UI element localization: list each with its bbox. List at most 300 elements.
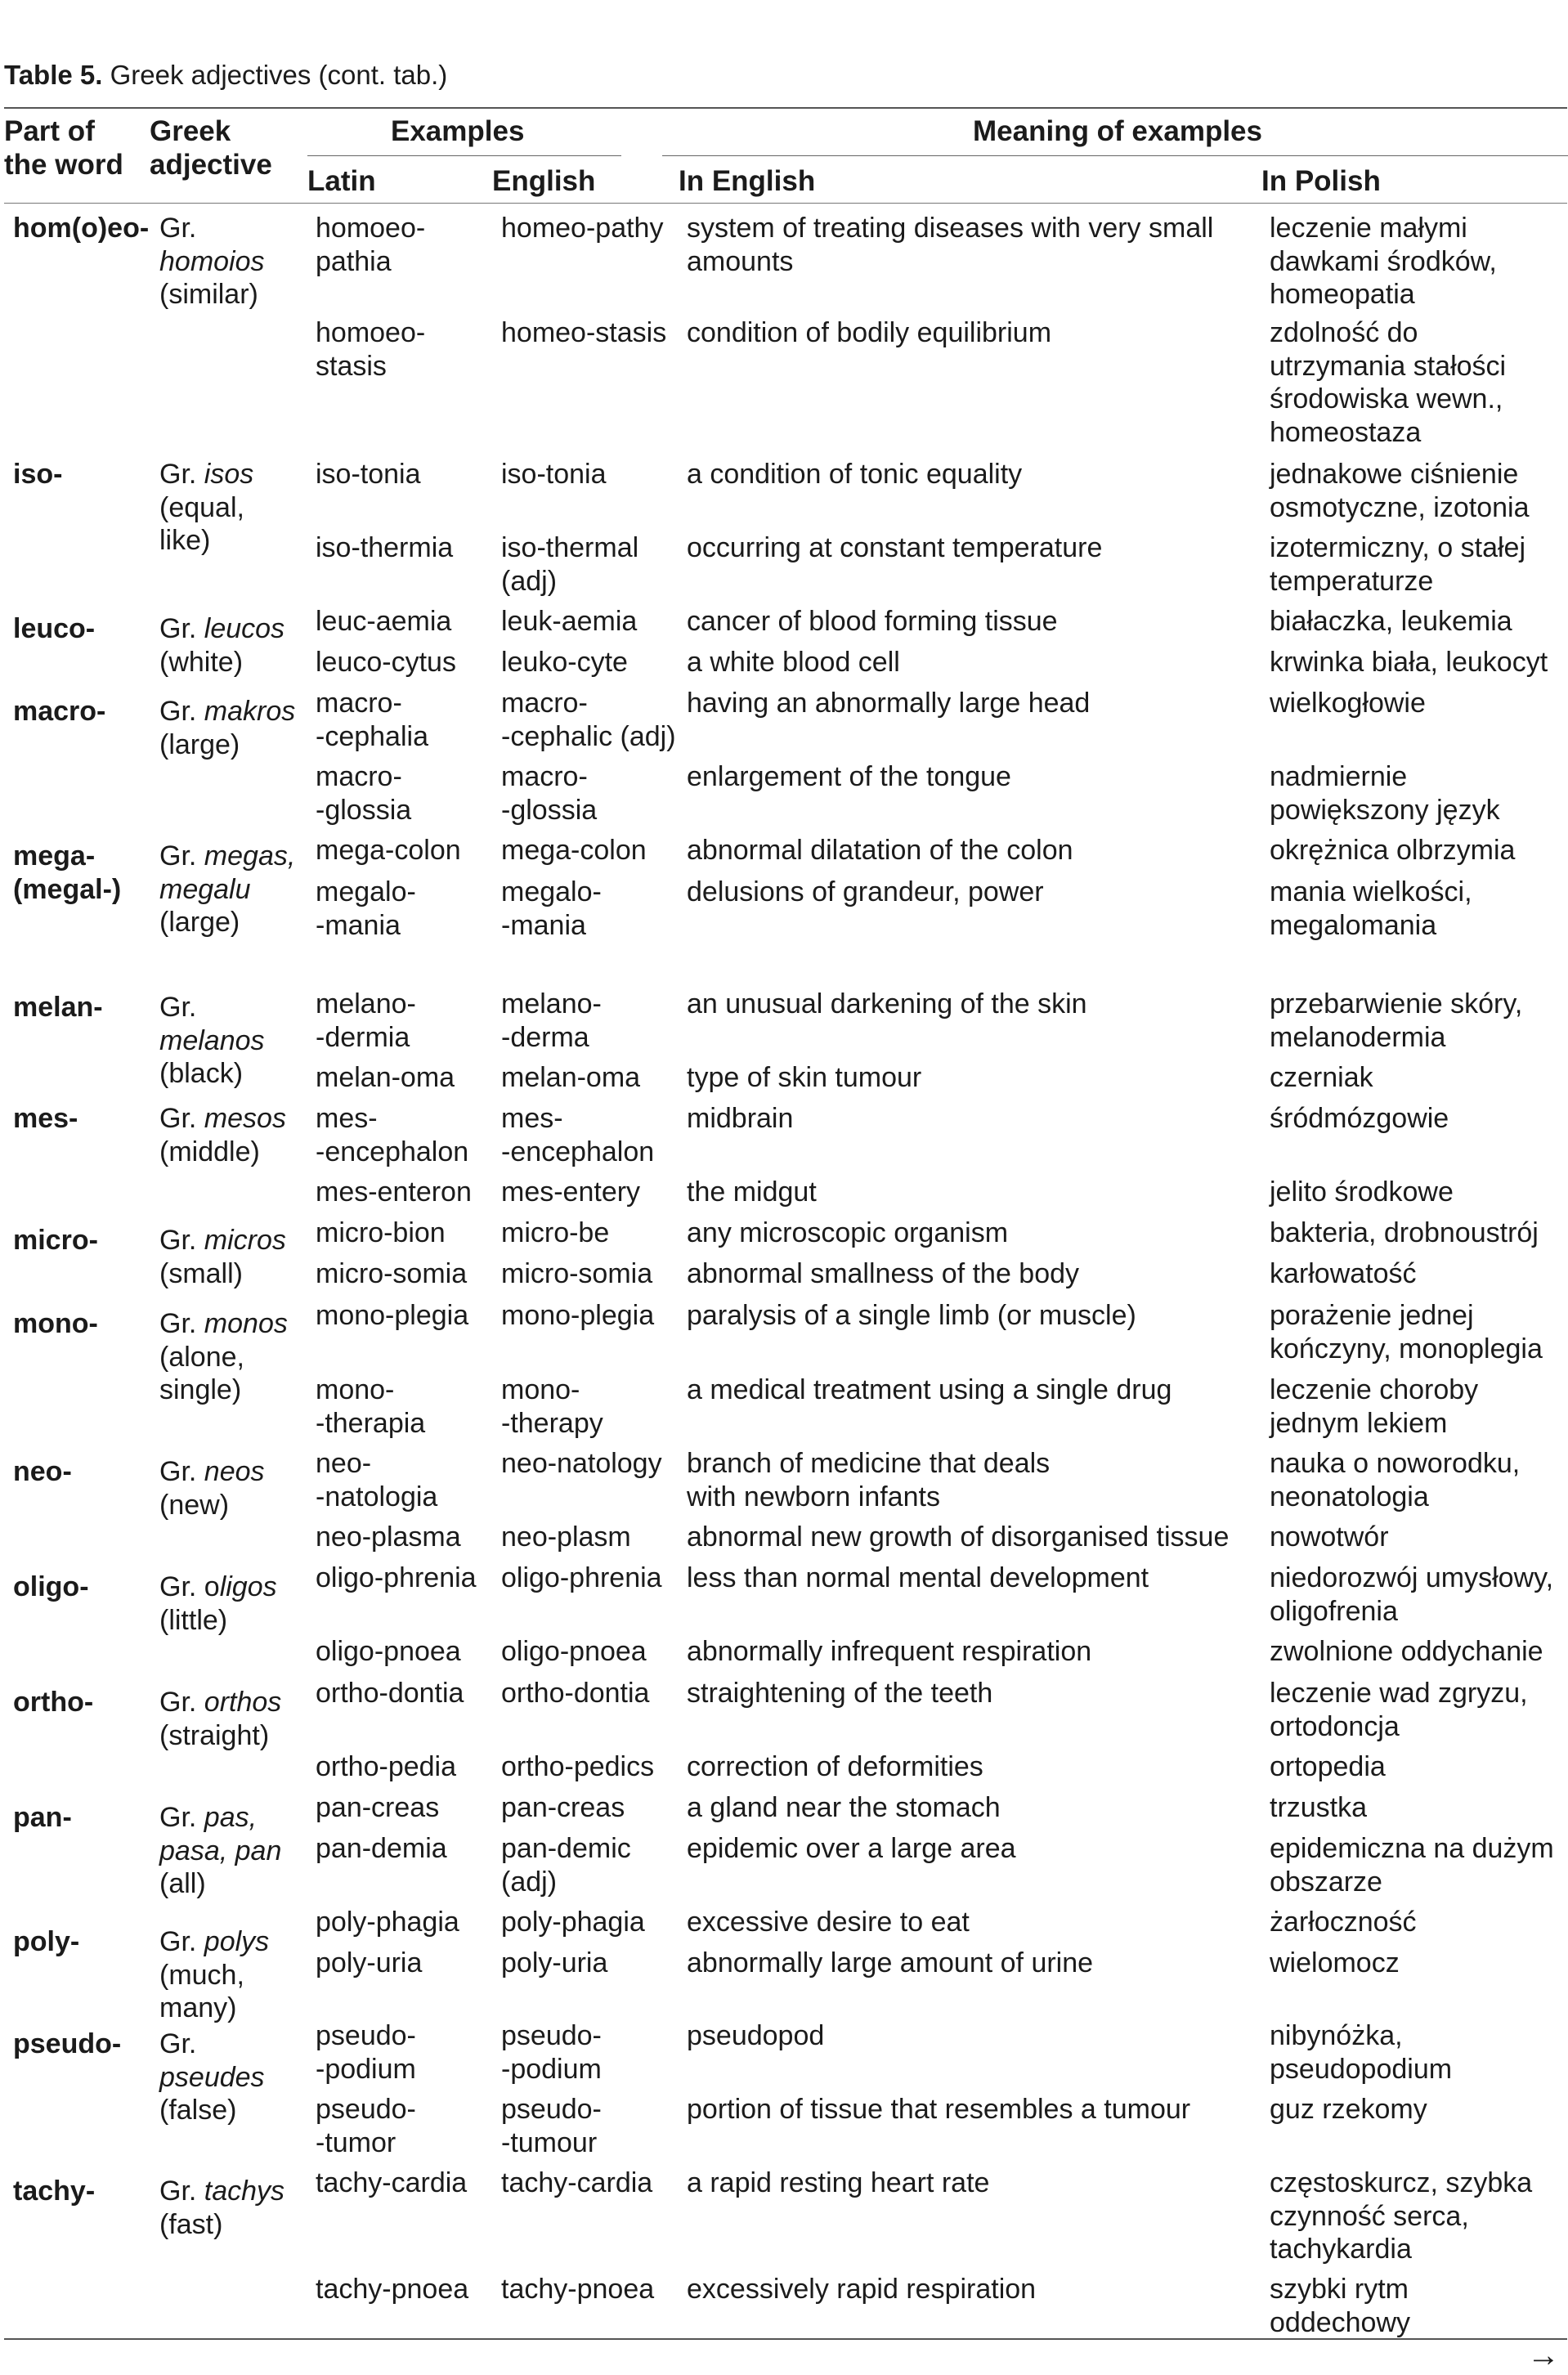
- part-of-word: (megal-): [13, 873, 122, 905]
- greek-word: pasa, pan: [159, 1835, 282, 1866]
- example-latin: poly-uria: [316, 1947, 423, 1978]
- example-english: (adj): [501, 565, 558, 597]
- part-of-word: ortho-: [13, 1687, 94, 1718]
- meaning-in-polish: osmotyczne, izotonia: [1270, 491, 1530, 523]
- example-latin: leuc-aemia: [316, 606, 452, 637]
- meaning-in-polish: środowiska wewn.,: [1270, 383, 1503, 415]
- greek-prefix-text: (alone,: [159, 1341, 244, 1373]
- meaning-in-polish: nauka o noworodku,: [1270, 1448, 1521, 1479]
- greek-adjective: [159, 1024, 265, 1057]
- meaning-in-polish: wielkogłowie: [1270, 688, 1426, 719]
- meaning-in-polish: okrężnica olbrzymia: [1270, 835, 1516, 866]
- meaning-in-english: less than normal mental development: [687, 1562, 1149, 1593]
- greek-prefix-text: (equal,: [159, 491, 244, 523]
- greek-prefix-text: Gr.: [159, 1103, 204, 1134]
- greek-prefix-text: Gr.: [159, 696, 204, 727]
- greek-adjective: [159, 212, 196, 244]
- example-latin: mes-: [316, 1103, 378, 1134]
- example-english: mono-plegia: [501, 1300, 655, 1331]
- part-of-word: mono-: [13, 1308, 98, 1339]
- example-english: mono-: [501, 1374, 580, 1405]
- greek-adjective: [159, 695, 295, 728]
- greek-prefix-text: Gr.: [159, 459, 204, 490]
- greek-word: ligos: [219, 1571, 277, 1602]
- example-english: neo-natology: [501, 1448, 662, 1479]
- greek-prefix-text: (fast): [159, 2208, 223, 2240]
- greek-prefix-text: (similar): [159, 279, 258, 310]
- table-bottom-rule: [4, 2338, 1567, 2340]
- example-latin: -podium: [316, 2053, 416, 2085]
- meaning-in-polish: nadmiernie: [1270, 761, 1408, 792]
- example-english: pseudo-: [501, 2094, 602, 2125]
- example-latin: pan-creas: [316, 1792, 440, 1823]
- example-latin: macro-: [316, 688, 402, 719]
- meaning-in-english: cancer of blood forming tissue: [687, 606, 1058, 637]
- greek-adjective: [159, 906, 240, 939]
- greek-adjective: [159, 1489, 229, 1521]
- greek-prefix-text: (much,: [159, 1959, 244, 1991]
- greek-adjective: [159, 873, 251, 906]
- greek-word: melanos: [159, 1024, 265, 1056]
- greek-adjective: [159, 524, 210, 557]
- greek-prefix-text: Gr.: [159, 1687, 204, 1718]
- greek-word: polys: [204, 1926, 270, 1957]
- example-english: iso-thermal: [501, 532, 639, 563]
- example-latin: oligo-phrenia: [316, 1562, 477, 1593]
- meaning-in-english: abnormally infrequent respiration: [687, 1636, 1092, 1667]
- meaning-in-english: a medical treatment using a single drug: [687, 1374, 1172, 1405]
- greek-adjective: [159, 1959, 244, 1992]
- greek-prefix-text: Gr.: [159, 613, 204, 644]
- header-part-line1: Part of: [4, 115, 95, 147]
- meaning-in-polish: jednym lekiem: [1270, 1407, 1448, 1439]
- example-english: -mania: [501, 909, 586, 941]
- example-latin: -dermia: [316, 1021, 410, 1053]
- meaning-in-polish: czynność serca,: [1270, 2200, 1469, 2232]
- greek-adjective: [159, 1604, 227, 1637]
- meaning-in-english: paralysis of a single limb (or muscle): [687, 1300, 1136, 1331]
- meaning-in-polish: oligofrenia: [1270, 1595, 1398, 1627]
- table-top-rule: [4, 107, 1567, 109]
- greek-word: orthos: [204, 1687, 282, 1718]
- meaning-in-polish: leczenie choroby: [1270, 1374, 1479, 1405]
- meaning-in-polish: ortodoncja: [1270, 1710, 1400, 1742]
- meaning-in-polish: homeopatia: [1270, 279, 1415, 310]
- meaning-in-polish: neonatologia: [1270, 1481, 1429, 1512]
- example-latin: ortho-dontia: [316, 1678, 464, 1709]
- greek-prefix-text: (small): [159, 1257, 243, 1289]
- greek-prefix-text: Gr.: [159, 840, 204, 872]
- example-latin: micro-somia: [316, 1258, 468, 1289]
- meaning-in-polish: żarłoczność: [1270, 1907, 1417, 1938]
- greek-prefix-text: (large): [159, 907, 240, 938]
- example-english: mega-colon: [501, 835, 647, 866]
- greek-adjective: [159, 1341, 244, 1373]
- part-of-word: neo-: [13, 1456, 72, 1487]
- greek-adjective: [159, 1057, 243, 1090]
- example-english: tachy-pnoea: [501, 2274, 655, 2305]
- greek-word: makros: [204, 696, 296, 727]
- meaning-in-english: any microscopic organism: [687, 1217, 1009, 1248]
- meaning-subrule: [662, 155, 1568, 156]
- meaning-in-polish: czerniak: [1270, 1062, 1373, 1093]
- greek-adjective: [159, 1455, 265, 1488]
- meaning-in-polish: karłowatość: [1270, 1258, 1417, 1289]
- meaning-in-polish: utrzymania stałości: [1270, 350, 1507, 382]
- meaning-in-english: branch of medicine that deals: [687, 1448, 1051, 1479]
- meaning-in-english: straightening of the teeth: [687, 1678, 993, 1709]
- greek-word: isos: [204, 459, 254, 490]
- meaning-in-english: the midgut: [687, 1176, 817, 1208]
- meaning-in-english: abnormally large amount of urine: [687, 1947, 1094, 1978]
- example-latin: tachy-pnoea: [316, 2274, 469, 2305]
- greek-prefix-text: Gr.: [159, 1926, 204, 1957]
- example-english: neo-plasm: [501, 1521, 631, 1553]
- meaning-in-polish: częstoskurcz, szybka: [1270, 2167, 1533, 2198]
- part-of-word: mes-: [13, 1103, 78, 1134]
- example-english: melan-oma: [501, 1062, 641, 1093]
- header-examples: Examples: [391, 115, 525, 147]
- meaning-in-polish: bakteria, drobnoustrój: [1270, 1217, 1539, 1248]
- greek-prefix-text: like): [159, 525, 211, 556]
- meaning-in-english: pseudopod: [687, 2020, 825, 2051]
- example-latin: -mania: [316, 909, 401, 941]
- greek-word: micros: [204, 1225, 286, 1256]
- meaning-in-english: a condition of tonic equality: [687, 459, 1023, 490]
- greek-prefix-text: (little): [159, 1604, 228, 1636]
- meaning-in-english: amounts: [687, 245, 794, 277]
- meaning-in-polish: przebarwienie skóry,: [1270, 988, 1523, 1019]
- header-in-english: In English: [679, 165, 816, 197]
- meaning-in-polish: obszarze: [1270, 1866, 1382, 1898]
- part-of-word: pan-: [13, 1802, 72, 1833]
- example-latin: mono-plegia: [316, 1300, 469, 1331]
- example-latin: mes-enteron: [316, 1176, 472, 1208]
- meaning-in-english: condition of bodily equilibrium: [687, 317, 1052, 348]
- example-latin: tachy-cardia: [316, 2167, 468, 2198]
- example-english: ortho-dontia: [501, 1678, 650, 1709]
- greek-prefix-text: (white): [159, 646, 244, 678]
- header-meaning: Meaning of examples: [973, 115, 1262, 147]
- part-of-word: poly-: [13, 1926, 80, 1957]
- example-english: leuko-cyte: [501, 647, 628, 678]
- header-part-line2: the word: [4, 149, 123, 181]
- example-english: mes-entery: [501, 1176, 641, 1208]
- example-latin: leuco-cytus: [316, 647, 456, 678]
- greek-prefix-text: (straight): [159, 1719, 270, 1751]
- greek-adjective: [159, 491, 244, 524]
- example-latin: mega-colon: [316, 835, 461, 866]
- example-english: -derma: [501, 1021, 589, 1053]
- meaning-in-polish: epidemiczna na dużym: [1270, 1833, 1554, 1864]
- meaning-in-polish: białaczka, leukemia: [1270, 606, 1512, 637]
- greek-adjective: [159, 278, 258, 311]
- example-english: pseudo-: [501, 2020, 602, 2051]
- meaning-in-polish: zdolność do: [1270, 317, 1418, 348]
- part-of-word: hom(o)eo-: [13, 213, 150, 244]
- meaning-in-polish: nibynóżka,: [1270, 2020, 1403, 2051]
- meaning-in-polish: jelito środkowe: [1270, 1176, 1454, 1208]
- greek-word: neos: [204, 1456, 265, 1487]
- example-english: -tumour: [501, 2126, 598, 2158]
- greek-adjective: [159, 2028, 196, 2060]
- example-english: poly-uria: [501, 1947, 608, 1978]
- example-english: iso-tonia: [501, 459, 607, 490]
- meaning-in-english: having an abnormally large head: [687, 688, 1091, 719]
- header-greek-line2: adjective: [150, 149, 272, 181]
- example-latin: neo-: [316, 1448, 372, 1479]
- meaning-in-polish: izotermiczny, o stałej: [1270, 532, 1526, 563]
- example-latin: stasis: [316, 350, 387, 382]
- greek-adjective: [159, 612, 284, 645]
- example-english: macro-: [501, 688, 588, 719]
- greek-prefix-text: (middle): [159, 1136, 260, 1167]
- greek-adjective: [159, 991, 196, 1024]
- greek-word: pseudes: [159, 2061, 265, 2093]
- meaning-in-polish: homeostaza: [1270, 416, 1422, 448]
- header-english: English: [492, 165, 596, 197]
- greek-prefix-text: Gr.: [159, 1802, 204, 1833]
- example-latin: pseudo-: [316, 2094, 416, 2125]
- meaning-in-polish: śródmózgowie: [1270, 1103, 1449, 1134]
- meaning-in-english: system of treating diseases with very small: [687, 213, 1214, 244]
- example-english: (adj): [501, 1866, 558, 1898]
- meaning-in-polish: kończyny, monoplegia: [1270, 1333, 1543, 1365]
- example-latin: ortho-pedia: [316, 1751, 457, 1782]
- greek-adjective: [159, 2208, 222, 2241]
- example-english: -glossia: [501, 794, 598, 826]
- example-latin: -therapia: [316, 1407, 426, 1439]
- greek-adjective: [159, 840, 295, 872]
- greek-prefix-text: (new): [159, 1489, 230, 1521]
- example-english: mes-: [501, 1103, 563, 1134]
- meaning-in-polish: temperaturze: [1270, 565, 1434, 597]
- table-title: Greek adjectives (cont. tab.): [102, 60, 448, 90]
- example-english: megalo-: [501, 876, 602, 907]
- meaning-in-english: a rapid resting heart rate: [687, 2167, 990, 2198]
- meaning-in-english: a white blood cell: [687, 647, 900, 678]
- greek-adjective: [159, 1992, 236, 2024]
- example-latin: pathia: [316, 245, 392, 277]
- greek-prefix-text: Gr.: [159, 992, 197, 1023]
- meaning-in-polish: pseudopodium: [1270, 2053, 1453, 2085]
- greek-prefix-text: single): [159, 1374, 242, 1405]
- meaning-in-english: epidemic over a large area: [687, 1833, 1016, 1864]
- part-of-word: melan-: [13, 992, 103, 1023]
- meaning-in-english: excessive desire to eat: [687, 1907, 970, 1938]
- example-english: homeo-stasis: [501, 317, 667, 348]
- meaning-in-english: correction of deformities: [687, 1751, 983, 1782]
- example-english: pan-demic: [501, 1833, 631, 1864]
- greek-adjective: [159, 1925, 269, 1958]
- meaning-in-polish: guz rzekomy: [1270, 2094, 1427, 2125]
- example-latin: oligo-pnoea: [316, 1636, 461, 1667]
- part-of-word: oligo-: [13, 1571, 89, 1602]
- example-latin: melano-: [316, 988, 416, 1019]
- greek-word: pas,: [204, 1802, 258, 1833]
- header-greek-line1: Greek: [150, 115, 231, 147]
- greek-adjective: [159, 1136, 260, 1168]
- meaning-in-english: abnormal dilatation of the colon: [687, 835, 1073, 866]
- example-latin: homoeo-: [316, 213, 426, 244]
- meaning-in-polish: ortopedia: [1270, 1751, 1386, 1782]
- meaning-in-polish: niedorozwój umysłowy,: [1270, 1562, 1554, 1593]
- greek-word: leucos: [204, 613, 285, 644]
- greek-word: homoios: [159, 245, 265, 277]
- meaning-in-polish: megalomania: [1270, 909, 1437, 941]
- greek-adjective: [159, 2094, 236, 2126]
- example-english: ortho-pedics: [501, 1751, 655, 1782]
- header-latin: Latin: [307, 165, 376, 197]
- example-latin: -natologia: [316, 1481, 438, 1512]
- meaning-in-polish: powiększony język: [1270, 794, 1500, 826]
- meaning-in-english: midbrain: [687, 1103, 794, 1134]
- example-english: leuk-aemia: [501, 606, 638, 637]
- part-of-word: micro-: [13, 1225, 98, 1256]
- meaning-in-english: excessively rapid respiration: [687, 2274, 1037, 2305]
- example-english: oligo-pnoea: [501, 1636, 647, 1667]
- meaning-in-english: an unusual darkening of the skin: [687, 988, 1087, 1019]
- greek-prefix-text: many): [159, 1992, 237, 2023]
- example-latin: poly-phagia: [316, 1907, 459, 1938]
- greek-prefix-text: Gr.: [159, 2028, 197, 2059]
- part-of-word: leuco-: [13, 613, 96, 644]
- meaning-in-polish: wielomocz: [1270, 1947, 1400, 1978]
- examples-subrule: [307, 155, 621, 156]
- greek-word: mesos: [204, 1103, 286, 1134]
- greek-adjective: [159, 2175, 284, 2207]
- table-caption: [4, 59, 447, 92]
- greek-adjective: [159, 458, 253, 491]
- example-latin: -cephalia: [316, 720, 428, 752]
- greek-word: monos: [204, 1308, 288, 1339]
- header-bottom-rule: [4, 203, 1567, 204]
- meaning-in-polish: tachykardia: [1270, 2234, 1412, 2265]
- part-of-word: mega-: [13, 840, 96, 872]
- greek-adjective: [159, 646, 243, 679]
- meaning-in-english: occurring at constant temperature: [687, 532, 1103, 563]
- example-english: -therapy: [501, 1407, 603, 1439]
- example-english: macro-: [501, 761, 588, 792]
- meaning-in-polish: leczenie wad zgryzu,: [1270, 1678, 1528, 1709]
- greek-prefix-text: Gr. o: [159, 1571, 220, 1602]
- meaning-in-english: delusions of grandeur, power: [687, 876, 1044, 907]
- example-english: melano-: [501, 988, 602, 1019]
- meaning-in-polish: nowotwór: [1270, 1521, 1389, 1553]
- example-english: micro-somia: [501, 1258, 653, 1289]
- greek-word: tachys: [204, 2176, 285, 2207]
- greek-prefix-text: (large): [159, 728, 240, 760]
- meaning-in-polish: zwolnione oddychanie: [1270, 1636, 1543, 1667]
- meaning-in-polish: leczenie małymi: [1270, 213, 1467, 244]
- meaning-in-polish: dawkami środków,: [1270, 245, 1497, 277]
- meaning-in-english: abnormal smallness of the body: [687, 1258, 1080, 1289]
- greek-adjective: [159, 2061, 265, 2094]
- meaning-in-english: with newborn infants: [687, 1481, 940, 1512]
- meaning-in-polish: melanodermia: [1270, 1021, 1446, 1053]
- greek-adjective: [159, 1102, 286, 1135]
- part-of-word: macro-: [13, 696, 106, 727]
- greek-prefix-text: Gr.: [159, 213, 197, 244]
- greek-word: megalu: [159, 873, 251, 905]
- greek-adjective: [159, 245, 265, 278]
- part-of-word: tachy-: [13, 2176, 96, 2207]
- example-latin: mono-: [316, 1374, 395, 1405]
- example-latin: melan-oma: [316, 1062, 455, 1093]
- example-latin: -tumor: [316, 2126, 396, 2158]
- meaning-in-english: portion of tissue that resembles a tumour: [687, 2094, 1191, 2125]
- example-english: poly-phagia: [501, 1907, 645, 1938]
- greek-prefix-text: Gr.: [159, 1308, 204, 1339]
- greek-adjective: [159, 1686, 281, 1719]
- example-latin: homoeo-: [316, 317, 426, 348]
- greek-adjective: [159, 1835, 281, 1867]
- example-latin: -encephalon: [316, 1136, 469, 1167]
- greek-prefix-text: (black): [159, 1058, 244, 1089]
- greek-prefix-text: (all): [159, 1868, 206, 1899]
- greek-adjective: [159, 1867, 206, 1900]
- meaning-in-polish: oddechowy: [1270, 2306, 1411, 2338]
- greek-adjective: [159, 1257, 243, 1290]
- greek-adjective: [159, 1571, 277, 1603]
- meaning-in-english: type of skin tumour: [687, 1062, 922, 1093]
- example-english: tachy-cardia: [501, 2167, 653, 2198]
- greek-prefix-text: Gr.: [159, 1456, 204, 1487]
- continuation-arrow-icon: →: [1527, 2337, 1560, 2373]
- meaning-in-polish: szybki rytm: [1270, 2274, 1409, 2305]
- example-latin: -glossia: [316, 794, 412, 826]
- greek-adjective: [159, 1307, 288, 1340]
- example-english: -encephalon: [501, 1136, 655, 1167]
- header-in-polish: In Polish: [1261, 165, 1381, 197]
- example-latin: pseudo-: [316, 2020, 416, 2051]
- meaning-in-english: abnormal new growth of disorganised tissue: [687, 1521, 1230, 1553]
- part-of-word: pseudo-: [13, 2028, 122, 2059]
- part-of-word: iso-: [13, 459, 63, 490]
- example-latin: micro-bion: [316, 1217, 446, 1248]
- greek-adjective: [159, 1224, 286, 1257]
- example-english: -podium: [501, 2053, 602, 2085]
- greek-prefix-text: (false): [159, 2095, 237, 2126]
- table-label: Table 5.: [4, 60, 103, 90]
- meaning-in-english: a gland near the stomach: [687, 1792, 1001, 1823]
- greek-adjective: [159, 1719, 269, 1752]
- example-english: homeo-pathy: [501, 213, 664, 244]
- example-latin: pan-demia: [316, 1833, 447, 1864]
- example-latin: neo-plasma: [316, 1521, 461, 1553]
- meaning-in-polish: krwinka biała, leukocyt: [1270, 647, 1548, 678]
- example-latin: macro-: [316, 761, 402, 792]
- meaning-in-polish: porażenie jednej: [1270, 1300, 1474, 1331]
- example-english: oligo-phrenia: [501, 1562, 662, 1593]
- greek-word: megas,: [204, 840, 296, 872]
- example-latin: iso-tonia: [316, 459, 421, 490]
- greek-adjective: [159, 728, 240, 761]
- meaning-in-polish: trzustka: [1270, 1792, 1368, 1823]
- example-english: pan-creas: [501, 1792, 625, 1823]
- meaning-in-polish: jednakowe ciśnienie: [1270, 459, 1519, 490]
- greek-adjective: [159, 1373, 241, 1406]
- example-english: -cephalic (adj): [501, 720, 676, 752]
- example-latin: iso-thermia: [316, 532, 454, 563]
- example-latin: megalo-: [316, 876, 416, 907]
- greek-prefix-text: Gr.: [159, 2176, 204, 2207]
- example-english: micro-be: [501, 1217, 610, 1248]
- greek-adjective: [159, 1801, 257, 1834]
- greek-prefix-text: Gr.: [159, 1225, 204, 1256]
- meaning-in-english: enlargement of the tongue: [687, 761, 1011, 792]
- meaning-in-polish: mania wielkości,: [1270, 876, 1472, 907]
